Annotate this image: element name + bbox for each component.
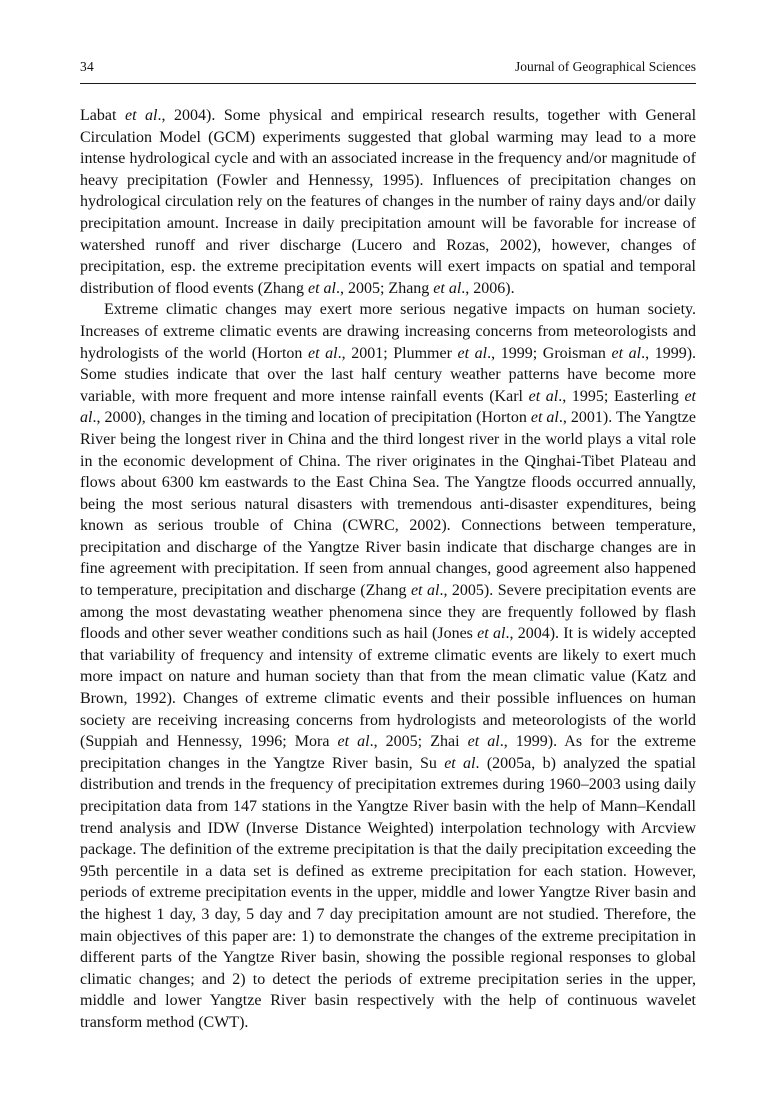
text-run: ., 2005; Zhai [369, 733, 468, 751]
body-text [80, 105, 696, 1034]
italic-text-run: et al [410, 582, 440, 600]
italic-text-run: et al [457, 344, 488, 362]
italic-text-run: et al [467, 733, 500, 751]
text-run: ., 1999). Some studies indicate that over the last half century weather patterns have become more variable, with more frequent and more intense rainfall events (Karl [80, 344, 697, 405]
text-run: . (2005a, b) analyzed the spatial distribution and trends in the frequency of precipitation extremes during 1960–2003 using daily precipitation data from 147 stations in the Yangtze River basin with the help of Mann–Kendall trend analysis and IDW (Inverse Distance Weighted) interpolation technology with Arcview package. The definition of the extreme precipitation is that the daily precipitation exceeding the 95th percentile in a data set is defined as extreme precipitation for each station. However, periods of extreme precipitation events in the upper, middle and lower Yangtze River basin and the highest 1 day, 3 day, 5 day and 7 day precipitation amount are not studied. Therefore, the main objectives of this paper are: 1) to demonstrate the changes of the extreme precipitation in different parts of the Yangtze River basin, showing the possible regional responses to global climatic changes; and 2) to detect the periods of extreme precipitation series in the upper, middle and lower Yangtze River basin respectively with the help of continuous wavelet transform method (CWT). [80, 754, 696, 1031]
italic-text-run: et al [530, 409, 559, 427]
page-number: 34 [80, 59, 94, 74]
text-run: ., 2000), changes in the timing and location of precipitation (Horton [92, 409, 531, 427]
paragraph [80, 299, 696, 1033]
text-run: ., 2001; Plummer [337, 344, 458, 362]
journal-title: Journal of Geographical Sciences [514, 59, 696, 74]
italic-text-run: et al [308, 344, 338, 362]
paragraph [80, 105, 696, 299]
text-run: ., 2004). Some physical and empirical research results, together with General Circulation Model (GCM) experiments suggested that global warming may lead to a more intense hydrological cycle and with an associated increase in the frequency and/or magnitude of heavy precipitation (Fowler and Hennessy, 1995). Influences of precipitation changes on hydrological circulation rely on the features of changes in the number of rainy days and/or daily precipitation amount. Increase in daily precipitation amount will be favorable for increase of watershed runoff and river discharge (Lucero and Rozas, 2002), however, changes of precipitation, esp. the extreme precipitation events will exert impacts on spatial and temporal distribution of flood events (Zhang [80, 107, 697, 297]
text-run: ., 1999; Groisman [487, 344, 612, 362]
text-run: ., 2005). Severe precipitation events are among the most devastating weather phenomena since they are frequently followed by flash floods and other sever weather conditions such as hail (Jones [80, 582, 696, 643]
text-run: Labat [80, 107, 125, 124]
text-run: ., 2004). It is widely accepted that variability of frequency and intensity of extreme climatic events are likely to exert much more impact on nature and human society than that from the mean climatic value (Katz and Brown, 1992). Changes of extreme climatic events and their possible influences on human society are receiving increasing concerns from hydrologists and meteorologists of the world (Suppiah and Hennessy, 1996; Mora [80, 625, 697, 751]
italic-text-run: et al [433, 279, 462, 297]
text-run: ., 2001). The Yangtze River being the longest river in China and the third longest river in the world plays a vital role in the economic development of China. The river originates in the Qinghai-Tibet Plateau and flows about 6300 km eastwards to the East China Sea. The Yangtze floods occurred annually, being the most serious natural disasters with tremendous anti-disaster expenditures, being known as serious trouble of China (CWRC, 2002). Connections between temperature, precipitation and discharge of the Yangtze River basin indicate that discharge changes are in fine agreement with precipitation. If seen from annual changes, good agreement also happened to temperature, precipitation and discharge (Zhang [80, 409, 696, 600]
italic-text-run: et al [337, 733, 370, 751]
italic-text-run: et al [444, 754, 476, 772]
italic-text-run: et al [528, 387, 559, 405]
italic-text-run: et al [307, 279, 336, 297]
italic-text-run: et al [80, 387, 696, 427]
text-run: Extreme climatic changes may exert more serious negative impacts on human society. Increases of extreme climatic events are drawing increasing concerns from meteorologists and hydrologists of the world (Horton [80, 301, 696, 362]
text-run: ., 2006). [461, 279, 515, 297]
page-header [80, 58, 696, 84]
italic-text-run: et al [477, 625, 506, 643]
text-run: ., 1995; Easterling [558, 387, 685, 405]
italic-text-run: et al [611, 344, 642, 362]
text-run: ., 1999). As for the extreme precipitation changes in the Yangtze River basin, Su [80, 733, 697, 772]
text-run: ., 2005; Zhang [335, 279, 434, 297]
italic-text-run: et al [124, 107, 158, 124]
